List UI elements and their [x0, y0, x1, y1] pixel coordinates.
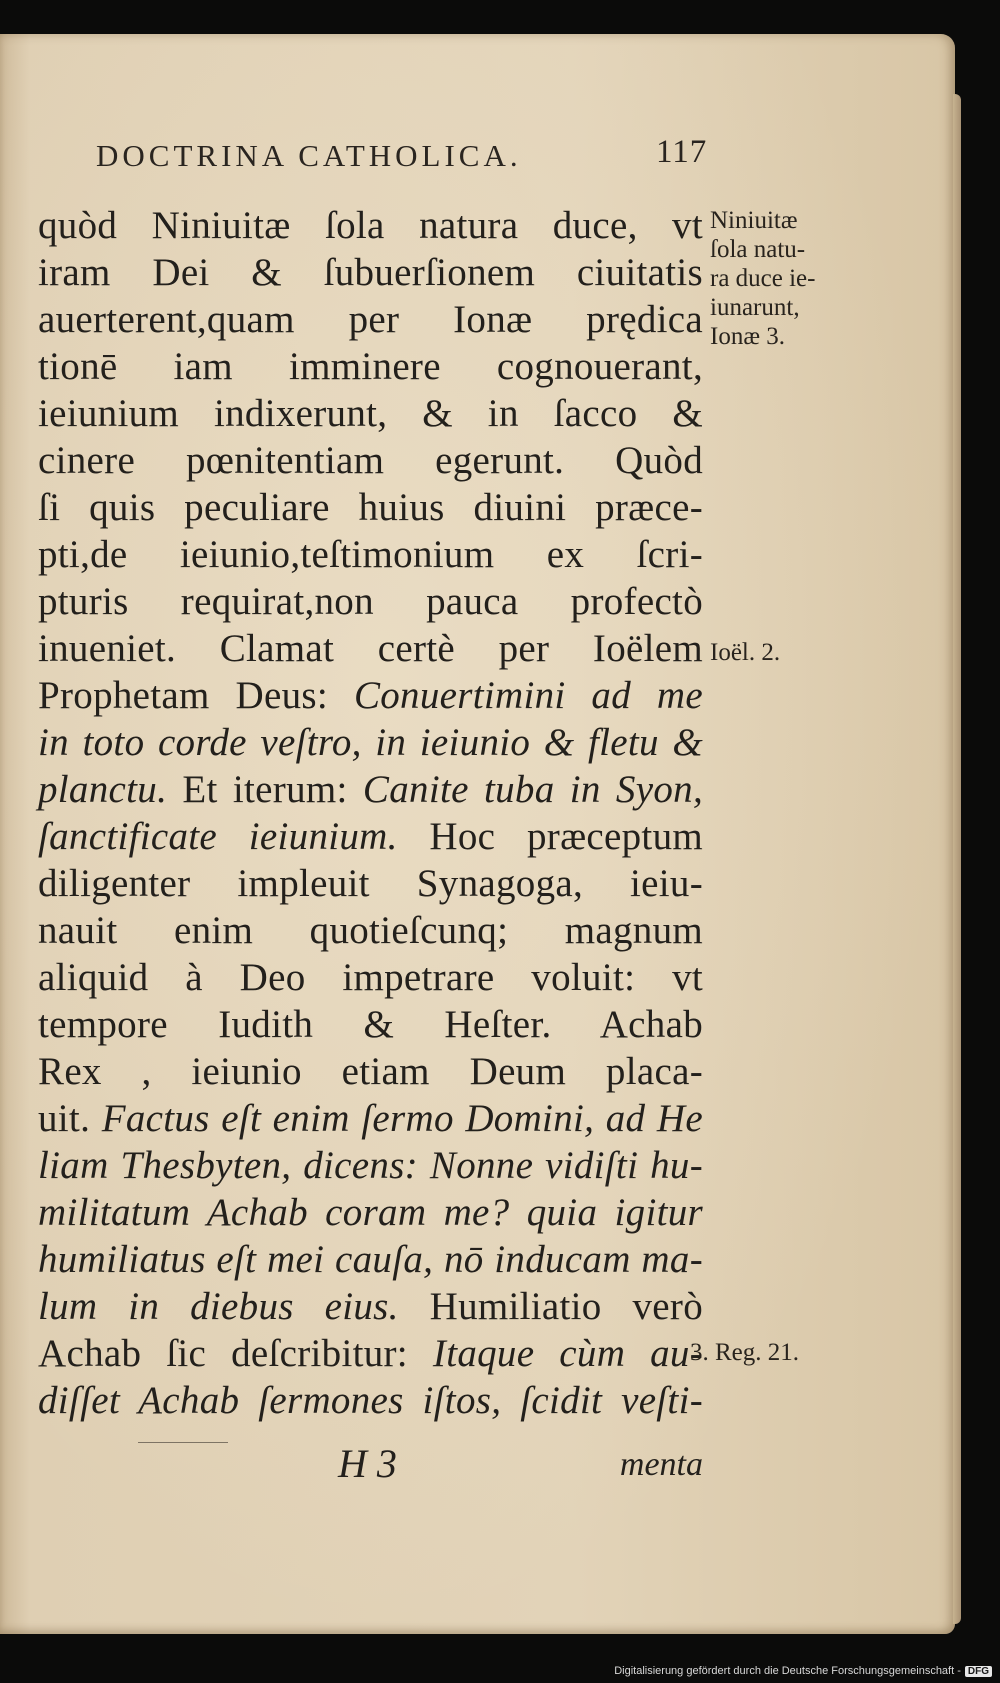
roman-segment: pturis requirat,non pauca profectò: [38, 580, 703, 623]
margin-note-line: Ionæ 3.: [710, 323, 785, 350]
margin-note-line: Niniuitæ: [710, 207, 798, 234]
running-title: DOCTRINA CATHOLICA.: [96, 138, 522, 173]
text-line: [38, 1283, 703, 1330]
roman-segment: iram Dei & ſubuerſionem ciuitatis: [38, 251, 703, 294]
roman-segment: tionē iam imminere cognouerant,: [38, 345, 703, 388]
roman-segment: nauit enim quotieſcunq; magnum: [38, 909, 703, 952]
roman-segment: pti,de ieiunio,teſtimonium ex ſcri-: [38, 533, 703, 576]
roman-segment: ieiunium indixerunt, & in ſacco &: [38, 392, 703, 435]
footer-rule: [138, 1442, 228, 1443]
italic-segment: liam Thesbyten, dicens: Nonne vidiſti hu-: [38, 1144, 703, 1187]
margin-note-line: ra duce ie-: [710, 265, 816, 292]
roman-segment: auerterent,quam per Ionæ prędica: [38, 298, 703, 341]
roman-segment: ſi quis peculiare huius diuini præce-: [38, 486, 703, 529]
text-line: [38, 1330, 703, 1377]
text-line: [38, 625, 703, 672]
roman-segment: Prophetam Deus:: [38, 674, 354, 717]
roman-segment: Hoc præceptum: [397, 815, 704, 858]
text-line: [38, 1377, 703, 1424]
signature-mark: H 3: [338, 1441, 397, 1486]
italic-segment: Canite tuba in Syon,: [362, 768, 703, 811]
italic-segment: diſſet Achab ſermones iſtos, ſcidit veſti-: [38, 1379, 703, 1422]
scan-notice: [614, 1665, 992, 1677]
text-line: [38, 1048, 703, 1095]
text-line: [38, 1189, 703, 1236]
italic-segment: ſanctificate ieiunium.: [38, 815, 398, 858]
roman-segment: diligenter impleuit Synagoga, ieiu-: [38, 862, 703, 905]
italic-segment: planctu.: [38, 768, 168, 811]
italic-segment: in toto corde veſtro, in ieiunio & fletu &: [38, 721, 703, 764]
margin-note-niniuitae: [710, 206, 815, 351]
roman-segment: aliquid à Deo impetrare voluit: vt: [38, 956, 703, 999]
text-line: [38, 1095, 703, 1142]
text-line: [38, 343, 703, 390]
text-line: [38, 766, 703, 813]
catchword: menta: [619, 1446, 703, 1483]
text-line: [38, 860, 703, 907]
roman-segment: uit.: [38, 1097, 102, 1140]
italic-segment: lum in diebus eius.: [38, 1285, 399, 1328]
page-header: [96, 130, 716, 180]
scan-notice-text: Digitalisierung gefördert durch die Deutsche Forschungsgemeinschaft -: [614, 1665, 961, 1677]
text-line: [38, 578, 703, 625]
main-text: [38, 202, 703, 1424]
page-number: 117: [656, 134, 708, 170]
margin-note-line: Ioël. 2.: [710, 639, 781, 666]
text-line: [38, 202, 703, 249]
text-line: [38, 249, 703, 296]
roman-segment: Rex , ieiunio etiam Deum placa-: [38, 1050, 703, 1093]
text-line: [38, 954, 703, 1001]
italic-segment: Itaque cùm au-: [432, 1332, 704, 1375]
text-line: [38, 813, 703, 860]
roman-segment: inueniet. Clamat certè per Ioëlem: [38, 627, 703, 670]
text-line: [38, 907, 703, 954]
margin-note-reg: [690, 1338, 799, 1367]
text-line: [38, 1236, 703, 1283]
text-line: [38, 296, 703, 343]
margin-note-ioel: [710, 638, 780, 667]
roman-segment: tempore Iudith & Heſter. Achab: [38, 1003, 703, 1046]
text-line: [38, 531, 703, 578]
margin-note-line: ſola natu-: [710, 236, 806, 263]
text-line: [38, 672, 703, 719]
italic-segment: militatum Achab coram me? quia igitur: [38, 1191, 703, 1234]
italic-segment: Factus eſt enim ſermo Domini, ad He: [101, 1097, 703, 1140]
text-line: [38, 390, 703, 437]
text-line: [38, 437, 703, 484]
italic-segment: humiliatus eſt mei cauſa, nō inducam ma-: [38, 1238, 703, 1281]
text-line: [38, 719, 703, 766]
roman-segment: quòd Niniuitæ ſola natura duce, vt: [38, 204, 703, 247]
margin-note-line: 3. Reg. 21.: [690, 1339, 800, 1366]
roman-segment: Humiliatio verò: [398, 1285, 703, 1328]
text-line: [38, 484, 703, 531]
roman-segment: cinere pœnitentiam egerunt. Quòd: [38, 439, 703, 482]
page-footer: [38, 1440, 703, 1500]
text-line: [38, 1001, 703, 1048]
roman-segment: Et iterum:: [167, 768, 363, 811]
dfg-logo: DFG: [965, 1666, 992, 1677]
text-line: [38, 1142, 703, 1189]
margin-note-line: iunarunt,: [710, 294, 800, 321]
italic-segment: Conuertimini ad me: [353, 674, 703, 717]
page-edge: [953, 94, 961, 1624]
book-page: [0, 34, 955, 1634]
roman-segment: Achab ſic deſcribitur:: [38, 1332, 433, 1375]
